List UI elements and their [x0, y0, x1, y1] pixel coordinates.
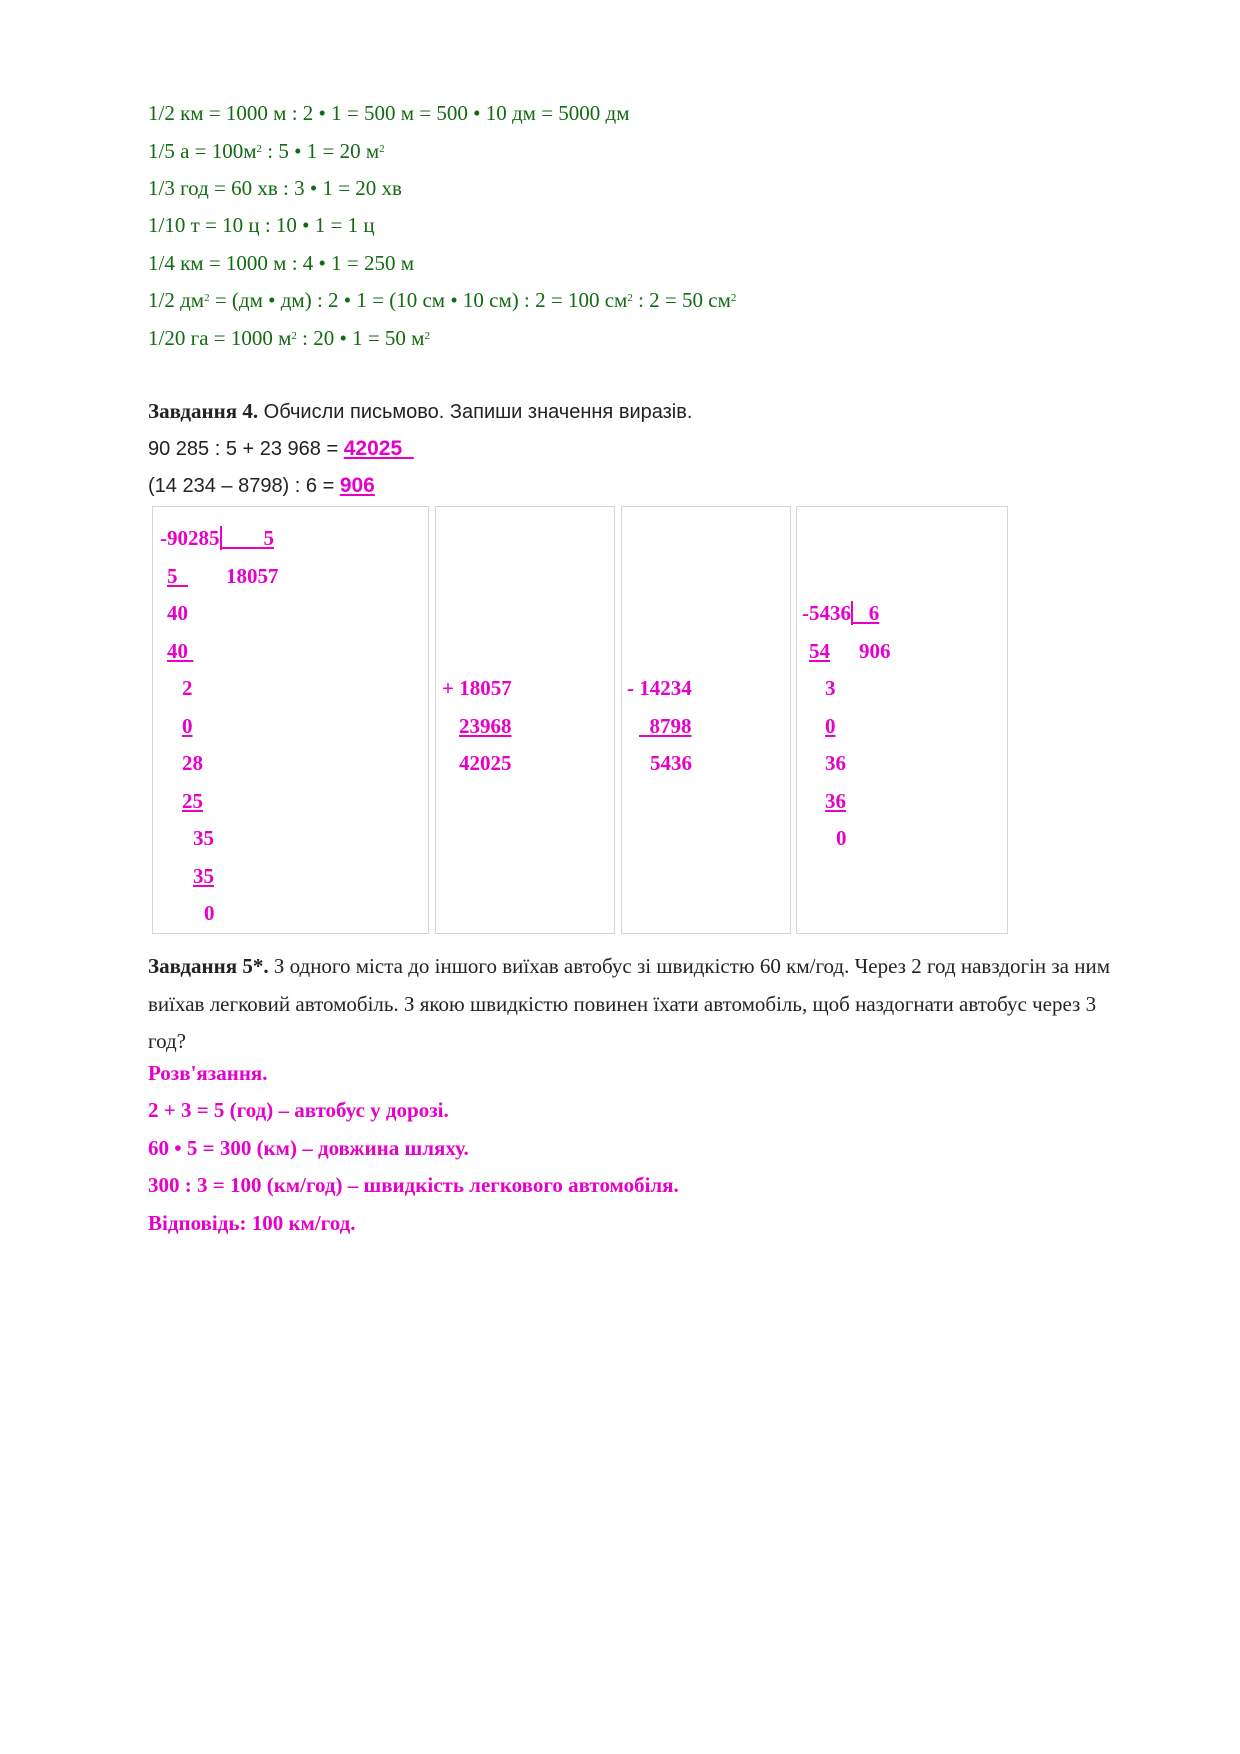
- conversion-line-6: 1/2 $дм^2 = (дм$ • дм) : 2 • 1 = (10 см • 10 см) : 2 = 100 $см^2$ : 2 = 50 $см^2$: [148, 288, 737, 312]
- task4-expr1: 90 285 : 5 + 23 968 = 42025: [148, 437, 414, 460]
- add-result: 42025: [459, 751, 512, 775]
- conversion-line-4: 1/10 т = 10 ц : 10 • 1 = 1 ц: [148, 213, 375, 237]
- task4-expr2: (14 234 – 8798) : 6 = 906: [148, 474, 375, 497]
- div2-step: 0: [836, 826, 847, 850]
- solution-step-3: 300 : 3 = 100 (км/год) – швидкість легкового автомобіля.: [148, 1173, 679, 1197]
- conversion-line-3: 1/3 год = 60 хв : 3 • 1 = 20 хв: [148, 176, 402, 200]
- div1-step: 0: [182, 714, 193, 738]
- div2-quotient: 906: [859, 639, 891, 663]
- div1-step: 28: [182, 751, 203, 775]
- task4-text: Обчисли письмово. Запиши значення виразів.: [258, 401, 693, 423]
- conversion-line-1: 1/2 км = 1000 м : 2 • 1 = 500 м = 500 • 10 дм = 5000 дм: [148, 101, 630, 125]
- div1-quotient: 18057: [226, 564, 279, 588]
- div2-dividend: -5436 6: [802, 601, 880, 625]
- div1-step: 35: [193, 864, 214, 888]
- div1-step: 2: [182, 676, 193, 700]
- div1-step: 0: [204, 901, 215, 925]
- solution-heading: Розв'язання.: [148, 1061, 268, 1085]
- div2-step: 36: [825, 751, 846, 775]
- task4-title: Завдання 4.: [148, 399, 259, 423]
- sub-operand2: 8798: [639, 714, 692, 738]
- div1-step: 25: [182, 789, 203, 813]
- div1-step: 40: [167, 601, 188, 625]
- conversion-line-7: 1/20 га = 1000 $м^2$ : 20 • 1 = 50 $м^2$: [148, 326, 430, 350]
- conversion-line-5: 1/4 км = 1000 м : 4 • 1 = 250 м: [148, 251, 415, 275]
- div1-step: 5: [167, 564, 188, 588]
- task5-paragraph: [148, 948, 1118, 1061]
- sub-operand1: - 14234: [627, 676, 692, 700]
- conversion-line-2: 1/5 $а = 100м^2$ : 5 • 1 = 20 $м^2$: [148, 139, 385, 163]
- div2-step: 0: [825, 714, 836, 738]
- task5-title: Завдання 5*.: [148, 954, 269, 978]
- div2-step: 36: [825, 789, 846, 813]
- div1-step: 35: [193, 826, 214, 850]
- task4-answer2: 906: [339, 474, 375, 497]
- task4-heading: [148, 399, 692, 424]
- sub-result: 5436: [650, 751, 692, 775]
- solution-step-1: 2 + 3 = 5 (год) – автобус у дорозі.: [148, 1098, 449, 1122]
- add-operand2: 23968: [459, 714, 512, 738]
- solution-answer: Відповідь: 100 км/год.: [148, 1211, 356, 1235]
- add-operand1: + 18057: [442, 676, 512, 700]
- div1-dividend: -90285 5: [160, 526, 274, 550]
- div2-step: 3: [825, 676, 836, 700]
- div1-step: 40: [167, 639, 194, 663]
- solution-step-2: 60 • 5 = 300 (км) – довжина шляху.: [148, 1136, 469, 1160]
- div2-step: 54: [809, 639, 830, 663]
- task5-text: З одного міста до іншого виїхав автобус зі швидкістю 60 км/год. Через 2 год навздогін за ним виїхав легковий автомобіль. З якою швидкістю повинен їхати автомобіль, щоб наздогнати автобус через 3 год?: [148, 954, 1111, 1053]
- task4-answer1: 42025: [343, 437, 414, 460]
